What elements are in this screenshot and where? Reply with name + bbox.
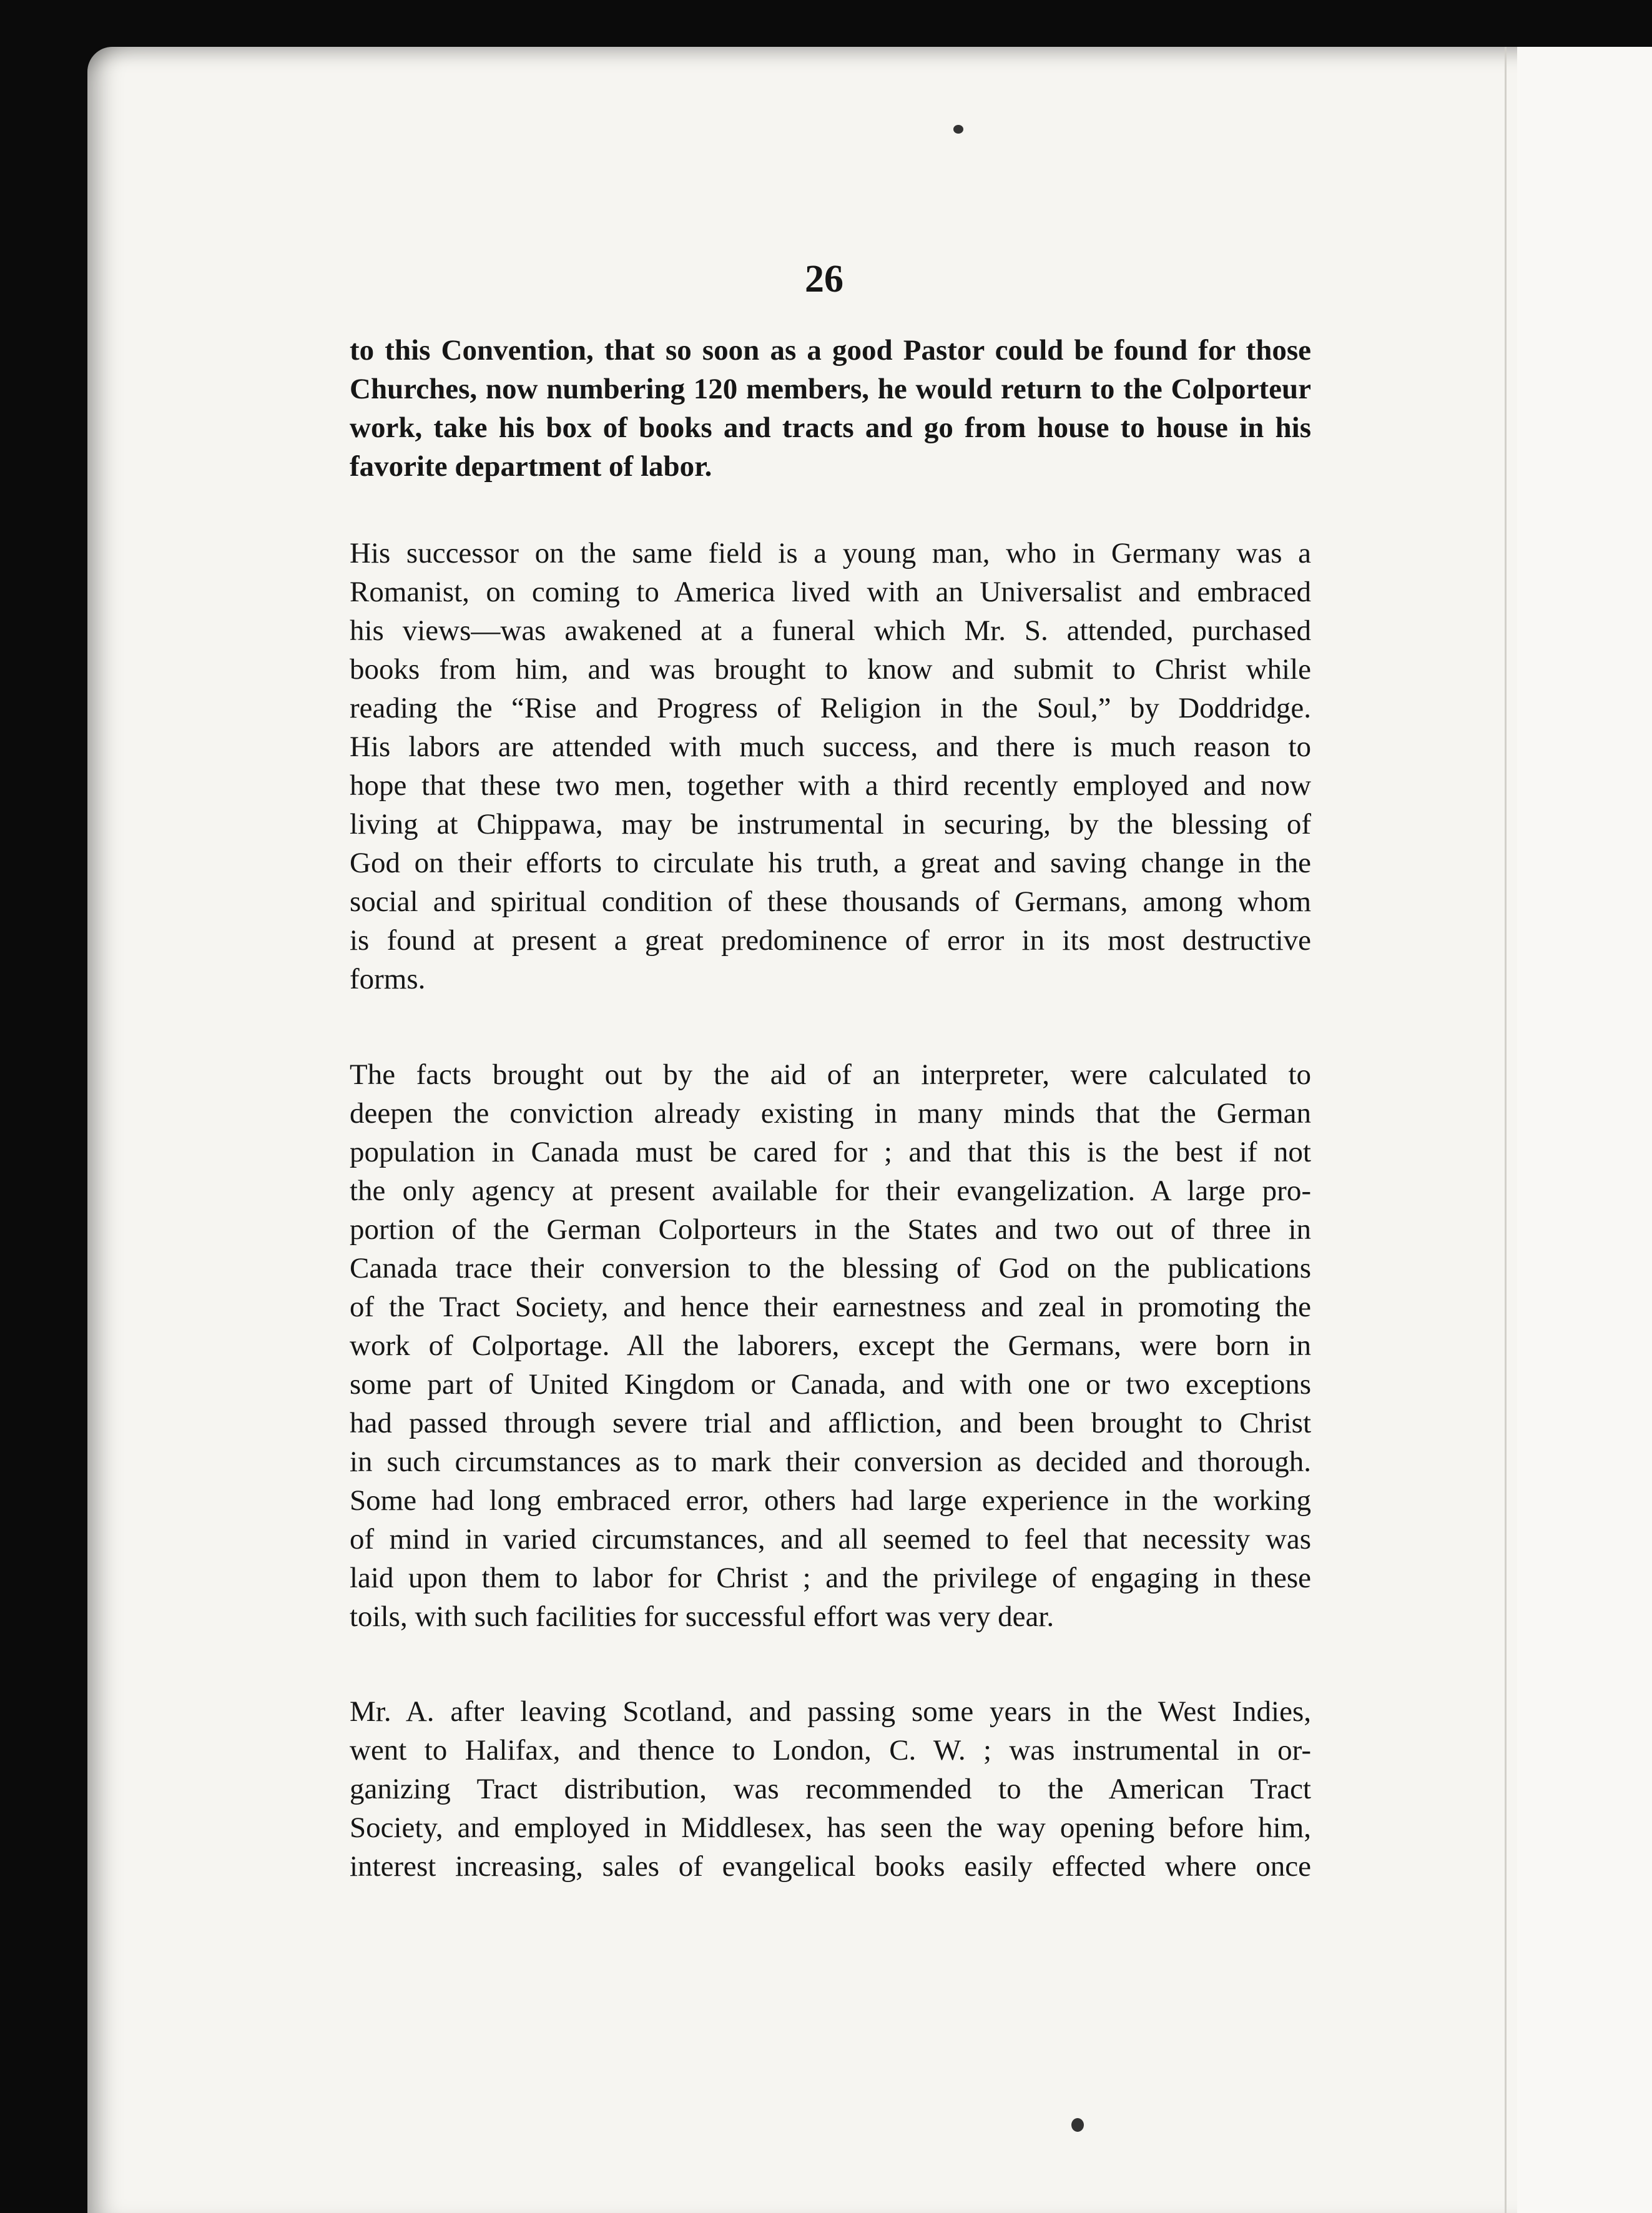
text-line: the only agency at present available for their evangelization. A large pro-	[350, 1175, 1311, 1207]
text-line: Churches, now numbering 120 members, he would return to the Colporteur	[350, 373, 1311, 405]
text-line: in such circumstances as to mark their conversion as decided and thorough.	[350, 1446, 1311, 1478]
page-number: 26	[805, 258, 843, 300]
page-gutter	[1505, 47, 1507, 2213]
text-line: reading the “Rise and Progress of Religion in the Soul,” by Doddridge.	[350, 692, 1311, 724]
text-line: portion of the German Colporteurs in the States and two out of three in	[350, 1213, 1311, 1246]
paragraph-1	[350, 331, 1311, 486]
ink-speck	[953, 125, 963, 134]
text-line: Mr. A. after leaving Scotland, and passing some years in the West Indies,	[350, 1695, 1311, 1728]
text-line: interest increasing, sales of evangelical books easily effected where once	[350, 1850, 1311, 1883]
text-line: forms.	[350, 963, 426, 995]
text-line: God on their efforts to circulate his truth, a great and saving change in the	[350, 847, 1311, 879]
text-line: population in Canada must be cared for ; and that this is the best if not	[350, 1136, 1311, 1168]
text-line: of mind in varied circumstances, and all seemed to feel that necessity was	[350, 1523, 1311, 1555]
text-line: some part of United Kingdom or Canada, and with one or two exceptions	[350, 1368, 1311, 1401]
text-line: Romanist, on coming to America lived with an Universalist and embraced	[350, 576, 1311, 608]
text-line: living at Chippawa, may be instrumental in securing, by the blessing of	[350, 808, 1311, 840]
facing-page-edge	[1517, 47, 1652, 2213]
paragraph-2	[350, 534, 1311, 998]
text-line: ganizing Tract distribution, was recommended to the American Tract	[350, 1773, 1311, 1805]
text-line: toils, with such facilities for successful effort was very dear.	[350, 1600, 1055, 1633]
text-line: had passed through severe trial and affliction, and been brought to Christ	[350, 1407, 1311, 1439]
paragraph-3	[350, 1055, 1311, 1636]
text-line: to this Convention, that so soon as a good Pastor could be found for those	[350, 334, 1311, 367]
text-line: is found at present a great predominence of error in its most destructive	[350, 924, 1311, 957]
text-line: social and spiritual condition of these thousands of Germans, among whom	[350, 885, 1311, 918]
text-line: deepen the conviction already existing in many minds that the German	[350, 1097, 1311, 1130]
text-line: work of Colportage. All the laborers, except the Germans, were born in	[350, 1329, 1311, 1362]
text-line: Canada trace their conversion to the blessing of God on the publications	[350, 1252, 1311, 1284]
text-line: The facts brought out by the aid of an interpreter, were calculated to	[350, 1058, 1311, 1091]
text-line: hope that these two men, together with a third recently employed and now	[350, 769, 1311, 802]
text-line: books from him, and was brought to know and submit to Christ while	[350, 653, 1311, 686]
text-line: work, take his box of books and tracts and go from house to house in his	[350, 412, 1311, 444]
text-line: of the Tract Society, and hence their earnestness and zeal in promoting the	[350, 1291, 1311, 1323]
text-line: Society, and employed in Middlesex, has seen the way opening before him,	[350, 1811, 1311, 1844]
text-line: his views—was awakened at a funeral which Mr. S. attended, purchased	[350, 614, 1311, 647]
text-line: His labors are attended with much success, and there is much reason to	[350, 731, 1311, 763]
text-line: Some had long embraced error, others had large experience in the working	[350, 1484, 1311, 1517]
text-line: favorite department of labor.	[350, 450, 712, 483]
text-line: went to Halifax, and thence to London, C. W. ; was instrumental in or-	[350, 1734, 1311, 1767]
text-line: His successor on the same field is a young man, who in Germany was a	[350, 537, 1311, 569]
text-line: laid upon them to labor for Christ ; and the privilege of engaging in these	[350, 1562, 1311, 1594]
ink-speck	[1071, 2118, 1084, 2132]
paragraph-4	[350, 1692, 1311, 1886]
